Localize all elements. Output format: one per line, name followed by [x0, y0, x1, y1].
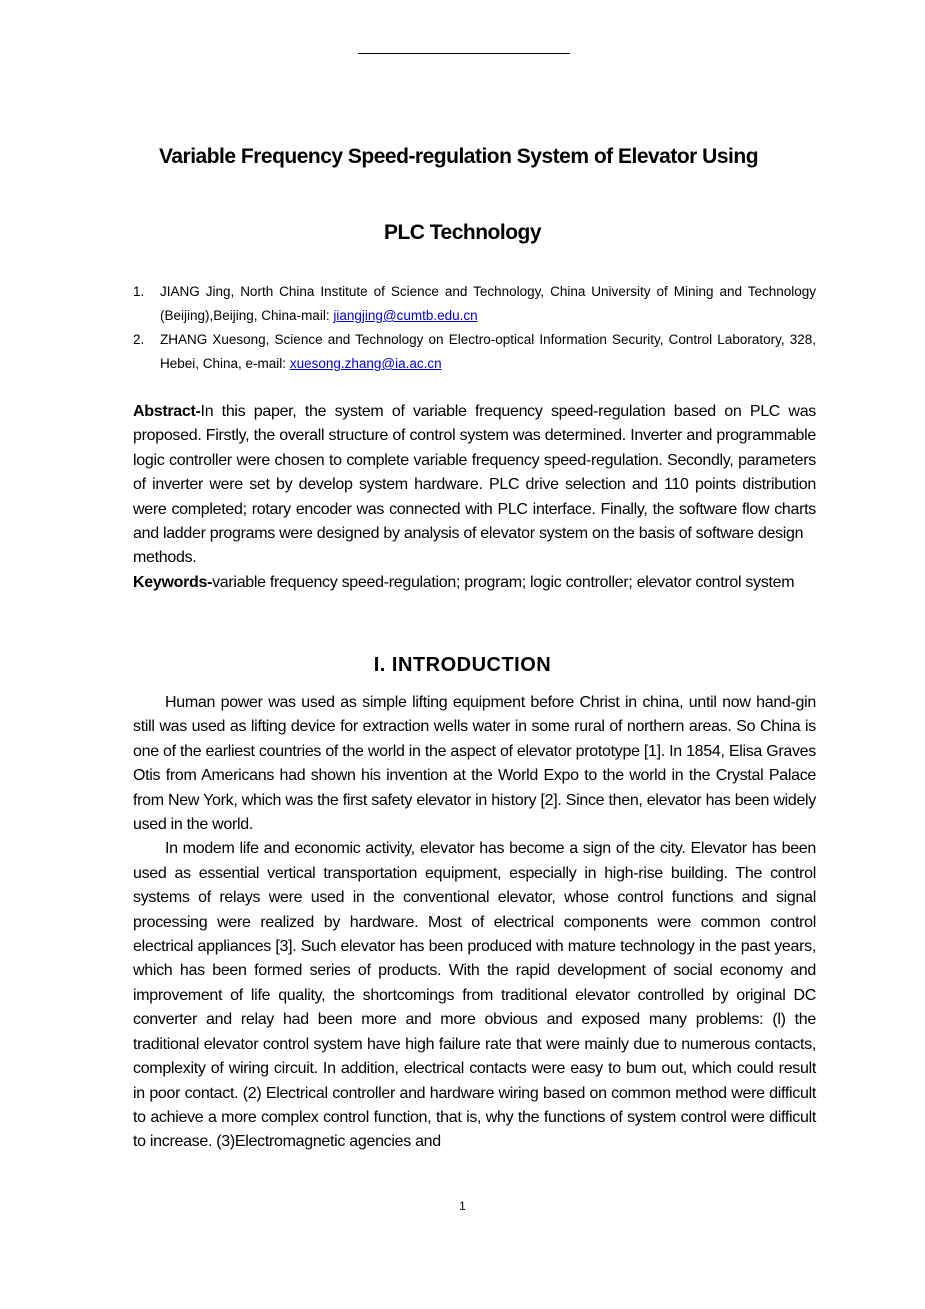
abstract-label: Abstract- [133, 403, 201, 420]
abstract-tail: methods. [133, 549, 197, 567]
abstract-text: In this paper, the system of variable frequency speed-regulation based on PLC was proposed. Firstly, the overall structure of control system was determined. Inverter and programmable logic controller were chosen to complete variable frequency speed-regulation. Secondly, parameters of inverter were set by develop system hardware. PLC drive selection and 110 points distribution were completed; rotary encoder was connected with PLC interface. Finally, the software flow charts and ladder programs were designed by analysis of elevator system on the basis of software design [133, 403, 816, 543]
header-rule [358, 53, 570, 54]
author-item [133, 328, 816, 376]
author-text: ZHANG Xuesong, Science and Technology on Electro-optical Information Security, Control Laboratory, 328, Hebei, China, e-mail: [160, 332, 816, 371]
author-number: 1. [133, 284, 145, 299]
abstract-paragraph [133, 400, 816, 546]
paper-title: Variable Frequency Speed-regulation System of Elevator Using [159, 145, 759, 168]
paper-subtitle: PLC Technology [383, 221, 542, 244]
author-text: JIANG Jing, North China Institute of Science and Technology, China University of Mining and Technology (Beijing),Beijing, China-mail: [160, 284, 816, 323]
keywords-label: Keywords- [133, 573, 213, 591]
body-paragraph: Human power was used as simple lifting equipment before Christ in china, until now hand-gin still was used as lifting device for extraction wells water in some rural of northern areas. So China is one of the earliest countries of the world in the aspect of elevator prototype [1]. In 1854, Elisa Graves Otis from Americans had shown his invention at the World Expo to the world in the Crystal Palace from New York, which was the first safety elevator in history [2]. Since then, elevator has been widely used in the world. [133, 694, 816, 834]
author-affiliation [160, 280, 816, 328]
keywords-paragraph [133, 571, 816, 595]
author-email-link[interactable]: xuesong.zhang@ia.ac.cn [289, 356, 442, 371]
introduction-body [133, 691, 816, 1155]
author-list [133, 280, 816, 376]
keywords-text: variable frequency speed-regulation; program; logic controller; elevator control system [212, 573, 795, 591]
author-affiliation [160, 328, 816, 376]
author-item [133, 280, 816, 328]
page-number: 1 [459, 1199, 466, 1213]
author-number: 2. [133, 332, 145, 347]
body-paragraph: In modem life and economic activity, elevator has become a sign of the city. Elevator has been used as essential vertical transportation equipment, especially in high-rise building. The control systems of relays were used in the conventional elevator, whose control functions and signal processing were realized by hardware. Most of electrical components were common control electrical appliances [3]. Such elevator has been produced with mature technology in the past years, which has been formed series of products. With the rapid development of social economy and improvement of life quality, the shortcomings from traditional elevator controlled by original DC converter and relay had been more and more obvious and exposed many problems: (l) the traditional elevator control system have high failure rate that were mainly due to numerous contacts, complexity of wiring circuit. In addition, electrical contacts were easy to bum out, which could result in poor contact. (2) Electrical controller and hardware wiring based on common method were difficult to achieve a more complex control function, that is, why the functions of system control were difficult to increase. (3)Electromagnetic agencies and [133, 840, 816, 1151]
author-email-link[interactable]: jiangjing@cumtb.edu.cn [333, 308, 478, 323]
section-heading-introduction: I. INTRODUCTION [373, 654, 552, 676]
abstract-block [133, 400, 816, 595]
